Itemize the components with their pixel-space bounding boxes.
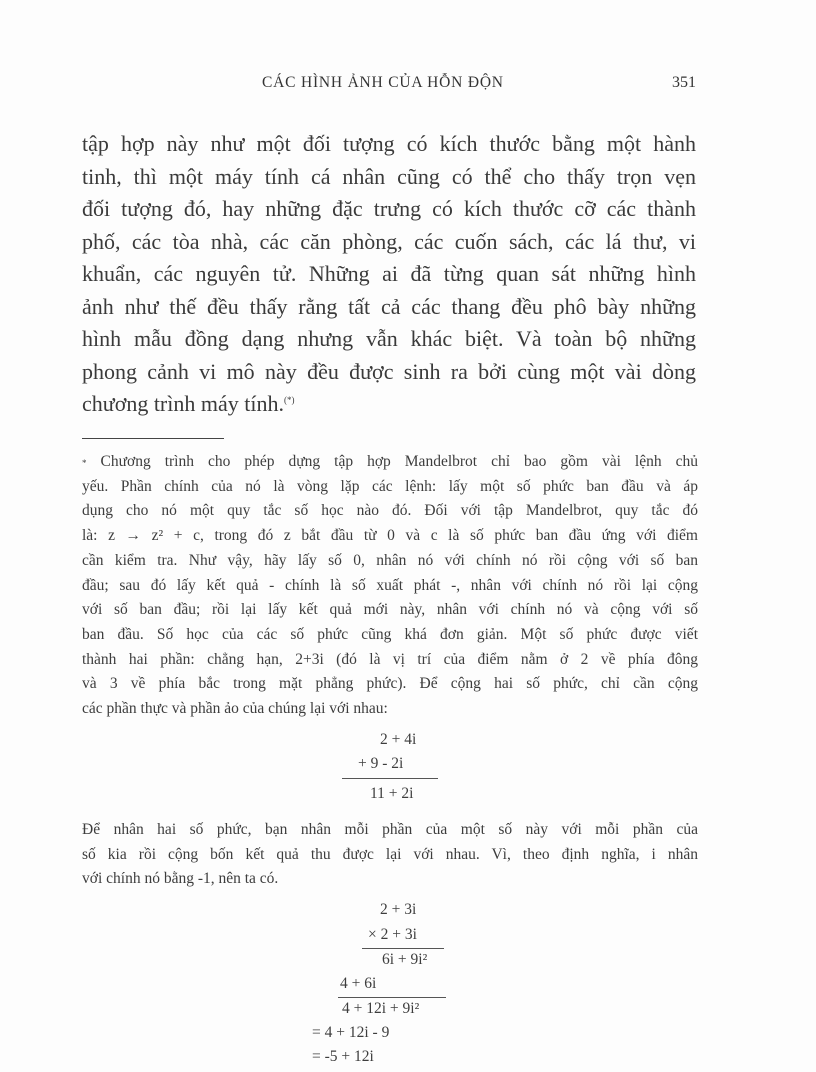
multiplication-partial2: 4 + 6i: [340, 975, 377, 992]
footnote-line-first: [82, 450, 698, 475]
footnote-line-last: các phần thực và phần ảo của chúng lại với nhau:: [82, 700, 388, 718]
page-number: 351: [672, 74, 696, 91]
body-line: hình mẫu đồng dạng nhưng vẫn khác biệt. Và toàn bộ những: [82, 326, 696, 351]
footnote-line: yếu. Phần chính của nó là vòng lặp các lệnh: lấy một số phức ban đầu và áp: [82, 477, 698, 495]
body-line: tinh, thì một máy tính cá nhân cũng có thể cho thấy trọn vẹn: [82, 163, 696, 189]
body-line: tập hợp này như một đối tượng có kích thước bằng một hành: [82, 131, 696, 156]
addition-rule: [342, 778, 438, 779]
multiplication-rule-1: [362, 948, 444, 949]
footnote-line: là: z → z² + c, trong đó z bắt đầu từ 0 và c là số phức ban đầu ứng với điểm: [82, 527, 698, 545]
footnote-line: ban đầu. Số học của các số phức cũng khá đơn giản. Một số phức được viết: [82, 625, 698, 643]
addition-row2: + 9 - 2i: [358, 755, 404, 772]
footnote-line-last: với chính nó bằng -1, nên ta có.: [82, 870, 279, 888]
body-line: đối tượng đó, hay những đặc trưng có kích thước cỡ các thành: [82, 196, 696, 221]
footnote-line: với số ban đầu; rồi lại lấy kết quả mới này, nhân với chính nó và cộng với số: [82, 601, 698, 619]
multiplication-rule-2: [338, 997, 446, 998]
body-line: phong cảnh vi mô này đều được sinh ra bởi cùng một vài dòng: [82, 358, 696, 384]
multiplication-partial1: 6i + 9i²: [382, 951, 428, 968]
addition-result: 11 + 2i: [370, 785, 414, 802]
addition-row1: 2 + 4i: [380, 731, 417, 748]
footnote-star: *: [82, 458, 87, 468]
running-title: CÁC HÌNH ẢNH CỦA HỖN ĐỘN: [262, 74, 504, 91]
multiplication-row2: × 2 + 3i: [368, 926, 417, 943]
body-line: phố, các tòa nhà, các căn phòng, các cuốn sách, các lá thư, vi: [82, 228, 696, 254]
multiplication-step1: = 4 + 12i - 9: [312, 1024, 390, 1041]
body-line-last: [82, 388, 696, 421]
footnote-first-text: Chương trình cho phép dựng tập hợp Mandelbrot chỉ bao gồm vài lệnh chủ: [86, 453, 698, 470]
body-line: khuẩn, các nguyên tử. Những ai đã từng quan sát những hình: [82, 261, 696, 286]
footnote-line: Để nhân hai số phức, bạn nhân mỗi phần của một số này với mỗi phần của: [82, 821, 698, 838]
footnote-reference[interactable]: (*): [283, 395, 295, 405]
footnote-continued: [82, 818, 698, 892]
footnote-line: đầu; sau đó lấy kết quả - chính là số xuất phát -, nhân với chính nó rồi lại cộng: [82, 576, 698, 594]
multiplication-sum: 4 + 12i + 9i²: [342, 1000, 420, 1017]
footnote-line: dụng cho nó một quy tắc số học nào đó. Đối với tập Mandelbrot, quy tắc đó: [82, 502, 698, 520]
multiplication-row1: 2 + 3i: [380, 901, 417, 918]
footnote: [82, 450, 698, 722]
page-header: [82, 74, 696, 96]
footnote-line: số kia rồi cộng bốn kết quả thu được lại với nhau. Vì, theo định nghĩa, i nhân: [82, 845, 698, 863]
footnote-line: thành hai phần: chẳng hạn, 2+3i (đó là vị trí của điểm nằm ở 2 về phía đông: [82, 650, 698, 668]
body-paragraph: [82, 128, 696, 421]
footnote-line: cần kiểm tra. Như vậy, hãy lấy số 0, nhân nó với chính nó rồi cộng với số ban: [82, 551, 698, 569]
footnote-line: và 3 về phía bắc trong mặt phẳng phức). Để cộng hai số phức, chỉ cần cộng: [82, 675, 698, 693]
footnote-separator: [82, 438, 224, 439]
body-last-text: chương trình máy tính.: [82, 391, 284, 416]
body-line: ảnh như thế đều thấy rằng tất cả các thang đều phô bày những: [82, 293, 696, 319]
multiplication-step2: = -5 + 12i: [312, 1048, 374, 1065]
